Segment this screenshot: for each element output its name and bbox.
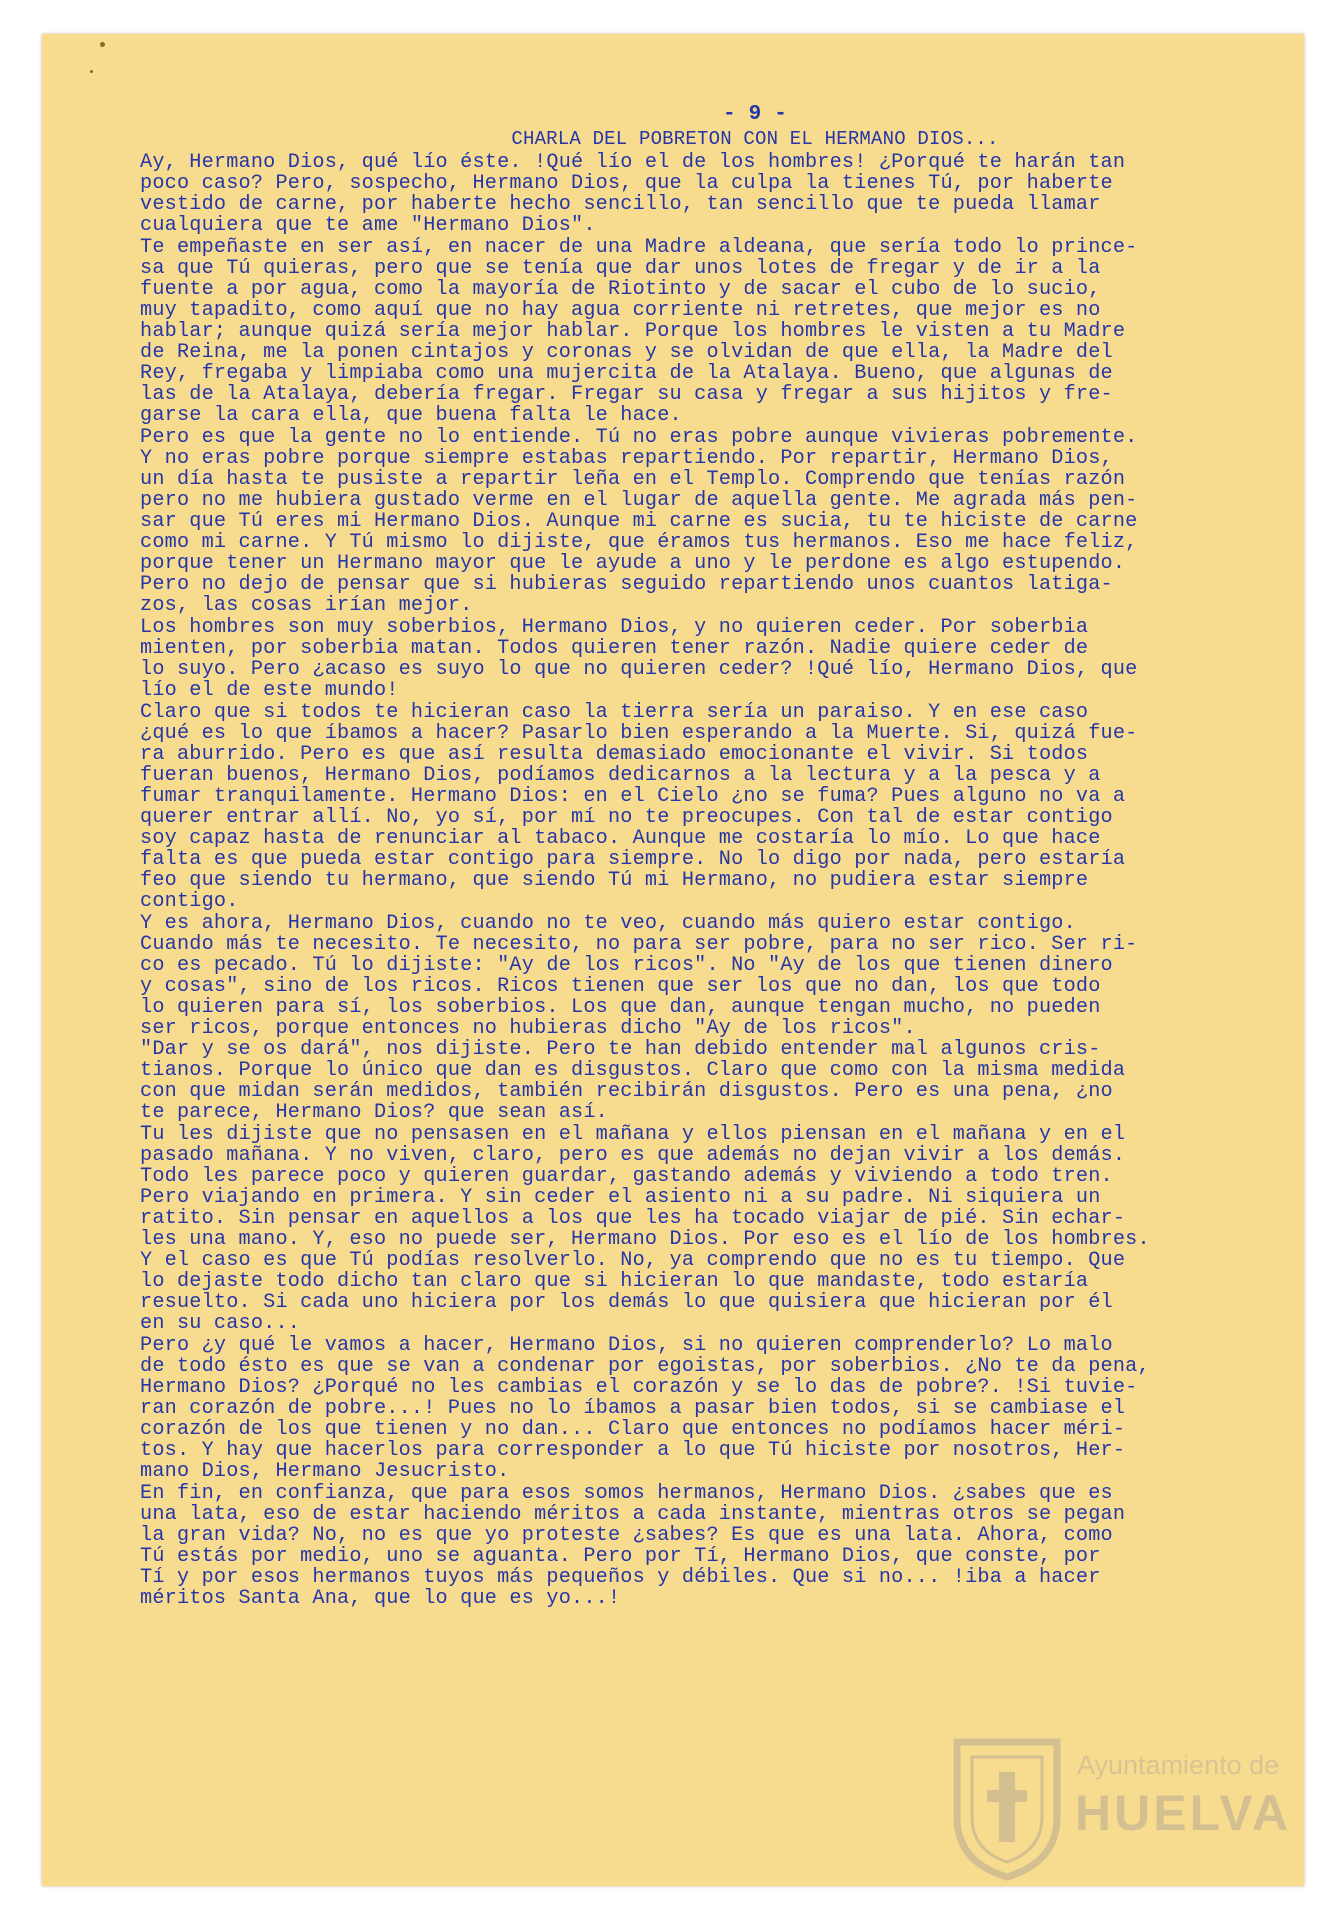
text-line: una lata, eso de estar haciendo méritos a cada instante, mientras otros se pegan	[140, 1504, 1126, 1525]
text-line: poco caso? Pero, sospecho, Hermano Dios, que la culpa la tienes Tú, por haberte	[140, 173, 1113, 194]
paragraph	[140, 427, 1250, 616]
text-line: fueran buenos, Hermano Dios, podíamos dedicarnos a la lectura y a la pesca y a	[140, 765, 1101, 786]
text-line: corazón de los que tienen y no dan... Claro que entonces no podíamos hacer méri-	[140, 1419, 1126, 1440]
paragraph	[140, 1124, 1250, 1334]
text-line: Pero ¿y qué le vamos a hacer, Hermano Dios, si no quieren comprenderlo? Lo malo	[140, 1335, 1113, 1356]
text-line: Pero no dejo de pensar que si hubieras seguido repartiendo unos cuantos latiga-	[140, 574, 1113, 595]
text-line: zos, las cosas irían mejor.	[140, 595, 473, 616]
text-line: Claro que si todos te hicieran caso la tierra sería un paraiso. Y en ese caso	[140, 702, 1089, 723]
text-line: querer entrar allí. No, yo sí, por mí no te preocupes. Con tal de estar contigo	[140, 807, 1113, 828]
paragraph	[140, 702, 1250, 912]
paper-speck	[100, 42, 105, 47]
text-line: Pero es que la gente no lo entiende. Tú no eras pobre aunque vivieras pobremente.	[140, 427, 1138, 448]
text-line: contigo.	[140, 891, 239, 912]
text-line: "Dar y se os dará", nos dijiste. Pero te han debido entender mal algunos cris-	[140, 1039, 1101, 1060]
document-body	[140, 152, 1250, 1609]
document-title: CHARLA DEL POBRETON CON EL HERMANO DIOS...	[511, 128, 999, 150]
text-line: mienten, por soberbia matan. Todos quieren tener razón. Nadie quiere ceder de	[140, 638, 1089, 659]
text-line: En fin, en confianza, que para esos somos hermanos, Hermano Dios. ¿sabes que es	[140, 1483, 1113, 1504]
paper-sheet	[42, 34, 1304, 1886]
text-line: sa que Tú quieras, pero que se tenía que dar unos lotes de fregar y de ir a la	[140, 258, 1101, 279]
paragraph	[140, 617, 1250, 701]
text-line: las de la Atalaya, debería fregar. Fregar su casa y fregar a sus hijitos y fre-	[140, 384, 1113, 405]
text-line: Tu les dijiste que no pensasen en el mañana y ellos piensan en el mañana y en el	[140, 1124, 1126, 1145]
paper-speck	[90, 70, 93, 73]
page-number: - 9 -	[722, 103, 787, 126]
text-line: cualquiera que te ame "Hermano Dios".	[140, 215, 596, 236]
text-line: ran corazón de pobre...! Pues no lo íbamos a pasar bien todos, si se cambiase el	[140, 1398, 1126, 1419]
text-line: con que midan serán medidos, también recibirán disgustos. Pero es una pena, ¿no	[140, 1081, 1113, 1102]
text-line: de todo ésto es que se van a condenar por egoistas, por soberbios. ¿No te da pena,	[140, 1356, 1150, 1377]
text-line: como mi carne. Y Tú mismo lo dijiste, que éramos tus hermanos. Eso me hace feliz,	[140, 532, 1138, 553]
text-line: Tú estás por medio, uno se aguanta. Pero por Tí, Hermano Dios, que conste, por	[140, 1546, 1101, 1567]
text-line: pero no me hubiera gustado verme en el lugar de aquella gente. Me agrada más pen-	[140, 490, 1138, 511]
text-line: hablar; aunque quizá sería mejor hablar. Porque los hombres le visten a tu Madre	[140, 321, 1126, 342]
text-line: la gran vida? No, no es que yo proteste ¿sabes? Es que es una lata. Ahora, como	[140, 1525, 1113, 1546]
paragraph	[140, 913, 1250, 1123]
text-line: Te empeñaste en ser así, en nacer de una Madre aldeana, que sería todo lo prince-	[140, 237, 1138, 258]
text-line: Rey, fregaba y limpiaba como una mujercita de la Atalaya. Bueno, que algunas de	[140, 363, 1113, 384]
text-line: fuente a por agua, como la mayoría de Riotinto y de sacar el cubo de lo sucio,	[140, 279, 1101, 300]
text-line: y cosas", sino de los ricos. Ricos tienen que ser los que no dan, los que todo	[140, 976, 1101, 997]
watermark	[947, 1722, 1297, 1886]
paragraph	[140, 1335, 1250, 1482]
text-line: tos. Y hay que hacerlos para corresponder a lo que Tú hiciste por nosotros, Her-	[140, 1440, 1126, 1461]
text-line: vestido de carne, por haberte hecho sencillo, tan sencillo que te pueda llamar	[140, 194, 1101, 215]
text-line: sar que Tú eres mi Hermano Dios. Aunque mi carne es sucia, tu te hiciste de carne	[140, 511, 1138, 532]
text-line: porque tener un Hermano mayor que le ayude a uno y le perdone es algo estupendo.	[140, 553, 1126, 574]
city-seal-icon	[947, 1732, 1067, 1882]
text-line: resuelto. Si cada uno hiciera por los demás lo que quisiera que hicieran por él	[140, 1292, 1113, 1313]
text-line: garse la cara ella, que buena falta le hace.	[140, 405, 682, 426]
paragraph	[140, 152, 1250, 236]
text-line: Cuando más te necesito. Te necesito, no para ser pobre, para no ser rico. Ser ri-	[140, 934, 1138, 955]
text-line: ser ricos, porque entonces no hubieras dicho "Ay de los ricos".	[140, 1018, 916, 1039]
text-line: lío el de este mundo!	[140, 680, 399, 701]
text-line: co es pecado. Tú lo dijiste: "Ay de los ricos". No "Ay de los que tienen dinero	[140, 955, 1113, 976]
paragraph	[140, 1483, 1250, 1609]
text-line: lo quieren para sí, los soberbios. Los que dan, aunque tengan mucho, no pueden	[140, 997, 1101, 1018]
text-line: Todo les parece poco y quieren guardar, gastando además y viviendo a todo tren.	[140, 1166, 1113, 1187]
text-line: te parece, Hermano Dios? que sean así.	[140, 1102, 608, 1123]
text-line: muy tapadito, como aquí que no hay agua corriente ni retretes, que mejor es no	[140, 300, 1101, 321]
text-line: Pero viajando en primera. Y sin ceder el asiento ni a su padre. Ni siquiera un	[140, 1187, 1101, 1208]
text-line: Y el caso es que Tú podías resolverlo. No, ya comprendo que no es tu tiempo. Que	[140, 1250, 1126, 1271]
text-line: soy capaz hasta de renunciar al tabaco. Aunque me costaría lo mío. Lo que hace	[140, 828, 1101, 849]
text-line: Tí y por esos hermanos tuyos más pequeños y débiles. Que si no... !iba a hacer	[140, 1567, 1101, 1588]
text-line: Y es ahora, Hermano Dios, cuando no te veo, cuando más quiero estar contigo.	[140, 913, 1076, 934]
paragraph	[140, 237, 1250, 426]
text-line: tianos. Porque lo único que dan es disgustos. Claro que como con la misma medida	[140, 1060, 1126, 1081]
text-line: falta es que pueda estar contigo para siempre. No lo digo por nada, pero estaría	[140, 849, 1126, 870]
text-line: fumar tranquilamente. Hermano Dios: en el Cielo ¿no se fuma? Pues alguno no va a	[140, 786, 1126, 807]
text-line: Los hombres son muy soberbios, Hermano Dios, y no quieren ceder. Por soberbia	[140, 617, 1089, 638]
text-line: ratito. Sin pensar en aquellos a los que les ha tocado viajar de pié. Sin echar-	[140, 1208, 1126, 1229]
text-line: ¿qué es lo que íbamos a hacer? Pasarlo bien esperando a la Muerte. Si, quizá fue-	[140, 723, 1138, 744]
text-line: lo dejaste todo dicho tan claro que si hicieran lo que mandaste, todo estaría	[140, 1271, 1089, 1292]
text-line: méritos Santa Ana, que lo que es yo...!	[140, 1588, 621, 1609]
typed-text	[140, 104, 1250, 1610]
text-line: Y no eras pobre porque siempre estabas repartiendo. Por repartir, Hermano Dios,	[140, 448, 1113, 469]
text-line: en su caso...	[140, 1313, 301, 1334]
watermark-line2: HUELVA	[1075, 1785, 1292, 1841]
text-line: ra aburrido. Pero es que así resulta demasiado emocionante el vivir. Si todos	[140, 744, 1089, 765]
watermark-line1: Ayuntamiento de	[1077, 1750, 1280, 1780]
text-line: pasado mañana. Y no viven, claro, pero es que además no dejan vivir a los demás.	[140, 1145, 1126, 1166]
text-line: Ay, Hermano Dios, qué lío éste. !Qué lío el de los hombres! ¿Porqué te harán tan	[140, 152, 1126, 173]
text-line: un día hasta te pusiste a repartir leña en el Templo. Comprendo que tenías razón	[140, 469, 1126, 490]
text-line: de Reina, me la ponen cintajos y coronas y se olvidan de que ella, la Madre del	[140, 342, 1113, 363]
text-line: les una mano. Y, eso no puede ser, Hermano Dios. Por eso es el lío de los hombres.	[140, 1229, 1150, 1250]
text-line: lo suyo. Pero ¿acaso es suyo lo que no quieren ceder? !Qué lío, Hermano Dios, que	[140, 659, 1138, 680]
text-line: mano Dios, Hermano Jesucristo.	[140, 1461, 510, 1482]
text-line: feo que siendo tu hermano, que siendo Tú mi Hermano, no pudiera estar siempre	[140, 870, 1089, 891]
text-line: Hermano Dios? ¿Porqué no les cambias el corazón y se lo das de pobre?. !Si tuvie-	[140, 1377, 1138, 1398]
